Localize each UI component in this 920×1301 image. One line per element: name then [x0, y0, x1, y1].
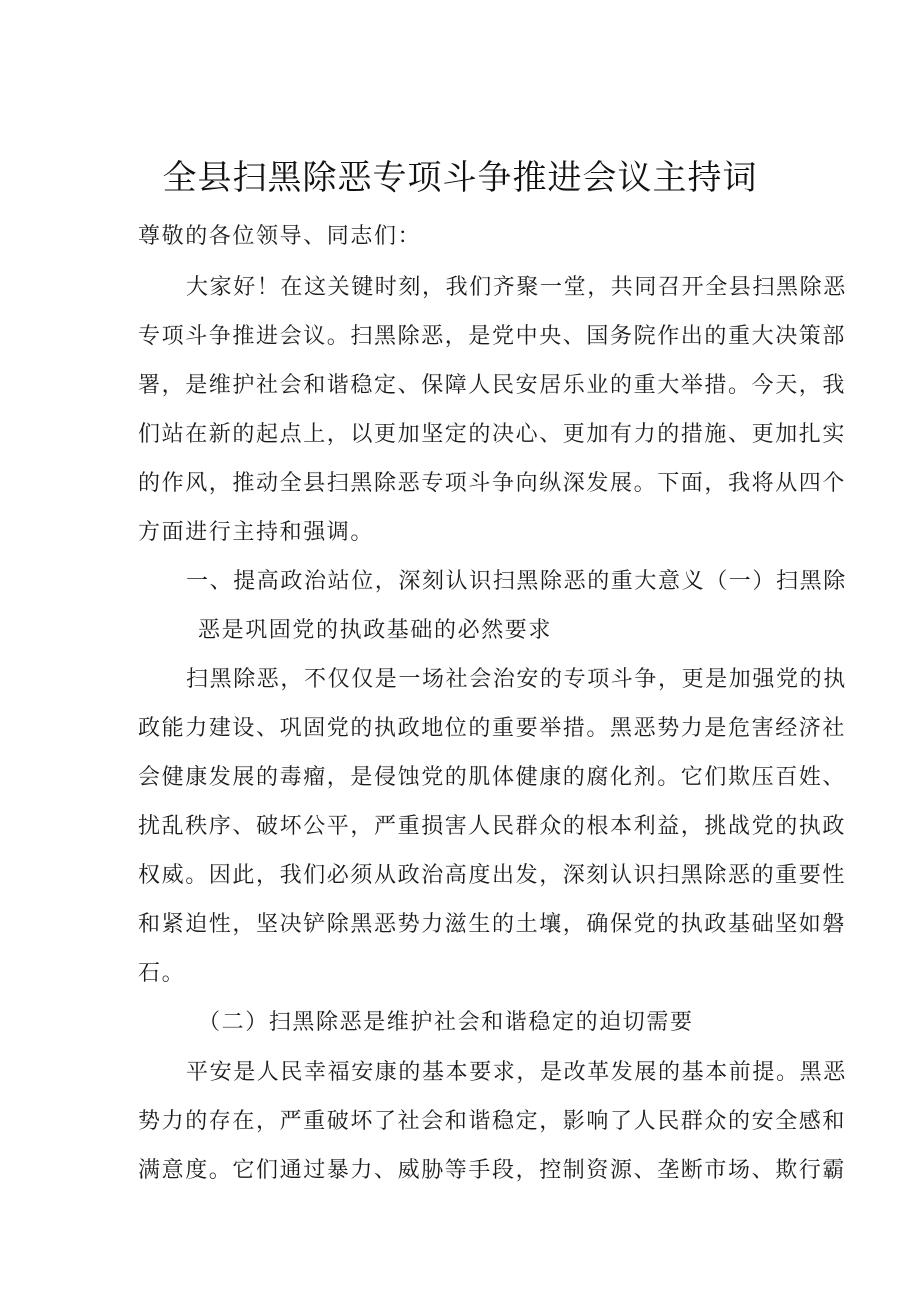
paragraph-line: 势力的存在，严重破坏了社会和谐稳定，影响了人民群众的安全感和	[138, 1109, 847, 1134]
paragraph-line: 大家好！在这关键时刻，我们齐聚一堂，共同召开全县扫黑除恶	[186, 275, 847, 300]
document-title: 全县扫黑除恶专项斗争推进会议主持词	[162, 158, 758, 198]
subsection-heading-line: （二）扫黑除恶是维护社会和谐稳定的迫切需要	[198, 1010, 694, 1035]
paragraph-line: 满意度。它们通过暴力、威胁等手段，控制资源、垄断市场、欺行霸	[138, 1158, 847, 1183]
paragraph-line: 扰乱秩序、破坏公平，严重损害人民群众的根本利益，挑战党的执政	[138, 814, 847, 839]
paragraph-line: 会健康发展的毒瘤，是侵蚀党的肌体健康的腐化剂。它们欺压百姓、	[138, 765, 847, 790]
section-heading-line: 恶是巩固党的执政基础的必然要求	[198, 618, 553, 643]
paragraph-line: 的作风，推动全县扫黑除恶专项斗争向纵深发展。下面，我将从四个	[138, 471, 847, 496]
paragraph-line: 署，是维护社会和谐稳定、保障人民安居乐业的重大举措。今天，我	[138, 373, 847, 398]
paragraph-line: 石。	[138, 961, 186, 986]
paragraph-line: 和紧迫性，坚决铲除黑恶势力滋生的土壤，确保党的执政基础坚如磐	[138, 912, 847, 937]
paragraph-line: 权威。因此，我们必须从政治高度出发，深刻认识扫黑除恶的重要性	[138, 863, 847, 888]
salutation-line: 尊敬的各位领导、同志们：	[138, 224, 422, 249]
section-heading-line: 一、提高政治站位，深刻认识扫黑除恶的重大意义（一）扫黑除	[186, 569, 847, 594]
paragraph-line: 专项斗争推进会议。扫黑除恶，是党中央、国务院作出的重大决策部	[138, 324, 847, 349]
paragraph-line: 政能力建设、巩固党的执政地位的重要举措。黑恶势力是危害经济社	[138, 716, 847, 741]
paragraph-line: 扫黑除恶，不仅仅是一场社会治安的专项斗争，更是加强党的执	[186, 667, 847, 692]
paragraph-line: 们站在新的起点上，以更加坚定的决心、更加有力的措施、更加扎实	[138, 422, 847, 447]
paragraph-line: 平安是人民幸福安康的基本要求，是改革发展的基本前提。黑恶	[186, 1060, 847, 1085]
paragraph-line: 方面进行主持和强调。	[138, 520, 375, 545]
